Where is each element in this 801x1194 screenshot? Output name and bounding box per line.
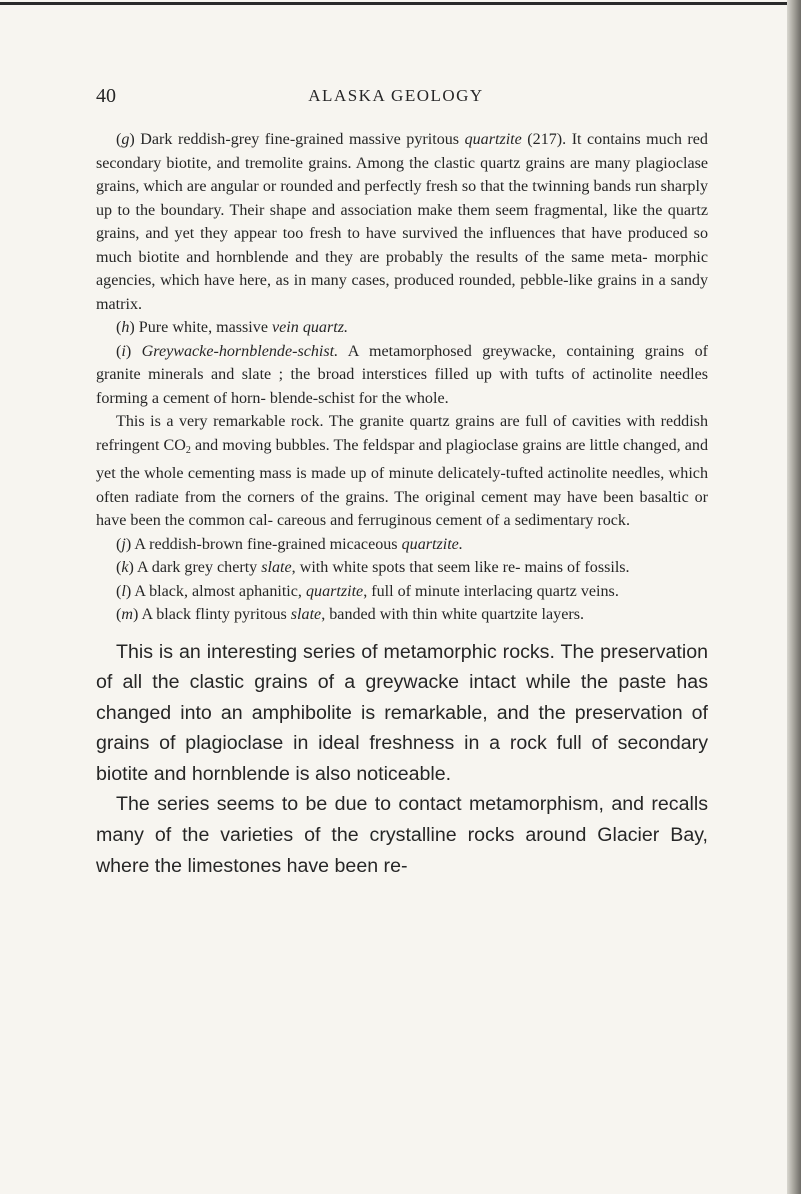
item-label: k [121, 559, 129, 576]
paragraph-j: (j) A reddish-brown fine-grained micaceous quartzite. [116, 535, 463, 553]
rock-term: vein quartz. [272, 319, 348, 336]
paragraph-l: (l) A black, almost aphanitic, quartzite, full of minute interlacing quartz veins. [116, 582, 619, 600]
rock-term: quartzite [305, 582, 364, 600]
page-body [96, 128, 708, 881]
rock-term: Greywacke-hornblende-schist. [141, 342, 339, 360]
rock-term: quartzite [464, 131, 522, 148]
commentary-paragraph-1: This is an interesting series of metamorphic rocks. The preservation of all the clastic grains of a greywacke intact while the paste has changed into an amphibolite is remarkable, and the preservation of grains of plagioclase in ideal freshness in a rock full of secondary biotite and hornblende is also noticeable. [96, 640, 708, 785]
paragraph-g: (g) Dark reddish-grey fine-grained massive pyritous quartzite (217). It contains much red secondary biotite, and tremolite grains. Among the clastic quartz grains are many plagioclase grains, which are angular or rounded and perfectly fresh so that the twinning bands run sharply up to the boundary. Their shape and association make them seem fragmental, like the quartz grains, and yet they appear too fresh to have survived the influences that have produced so much biotite and hornblende and they are probably the results of the same meta- morphic agencies, which have here, as in many cases, produced rounded, pebble-like grains in a sandy matrix. [96, 131, 708, 313]
item-label: m [121, 606, 133, 623]
rock-term: slate [261, 559, 292, 576]
item-label: i [121, 342, 126, 360]
item-label: l [121, 582, 126, 600]
top-border-rule [0, 2, 790, 5]
rock-term: slate [290, 606, 322, 623]
paragraph-i: (i) Greywacke-hornblende-schist. A metamorphosed greywacke, containing grains of granite minerals and slate ; the broad interstices filled up with tufts of actinolite needles forming a cement of horn- blende-schist for the whole. [96, 342, 708, 407]
commentary [96, 637, 708, 882]
page-header [96, 85, 696, 109]
paragraph-h: (h) Pure white, massive vein quartz. [116, 319, 348, 336]
specimen-list [96, 128, 708, 627]
paragraph-m: (m) A black flinty pyritous slate, banded with thin white quartzite layers. [116, 606, 584, 623]
item-label: h [121, 319, 130, 336]
subscript: 2 [185, 444, 191, 456]
page-edge-shadow [787, 0, 801, 1194]
commentary-paragraph-2: The series seems to be due to contact metamorphism, and recalls many of the varieties of the crystalline rocks around Glacier Bay, where the limestones have been re- [96, 793, 708, 877]
page-number: 40 [96, 85, 116, 107]
paragraph-i-continued: This is a very remarkable rock. The granite quartz grains are full of cavities with reddish refringent $CO_2$ and moving bubbles. The feldspar and plagioclase grains are little changed, and yet the whole cementing mass is made up of minute delicately-tufted actinolite needles, which often radiate from the corners of the grains. The original cement may have been basaltic or have been the common cal- careous and ferruginous cement of a sedimentary rock. [96, 413, 709, 529]
rock-term: quartzite. [401, 535, 463, 553]
item-label: j [121, 535, 126, 553]
running-title: ALASKA GEOLOGY [308, 86, 484, 105]
item-label: g [121, 131, 130, 148]
paragraph-k: (k) A dark grey cherty slate, with white spots that seem like re- mains of fossils. [116, 559, 630, 576]
